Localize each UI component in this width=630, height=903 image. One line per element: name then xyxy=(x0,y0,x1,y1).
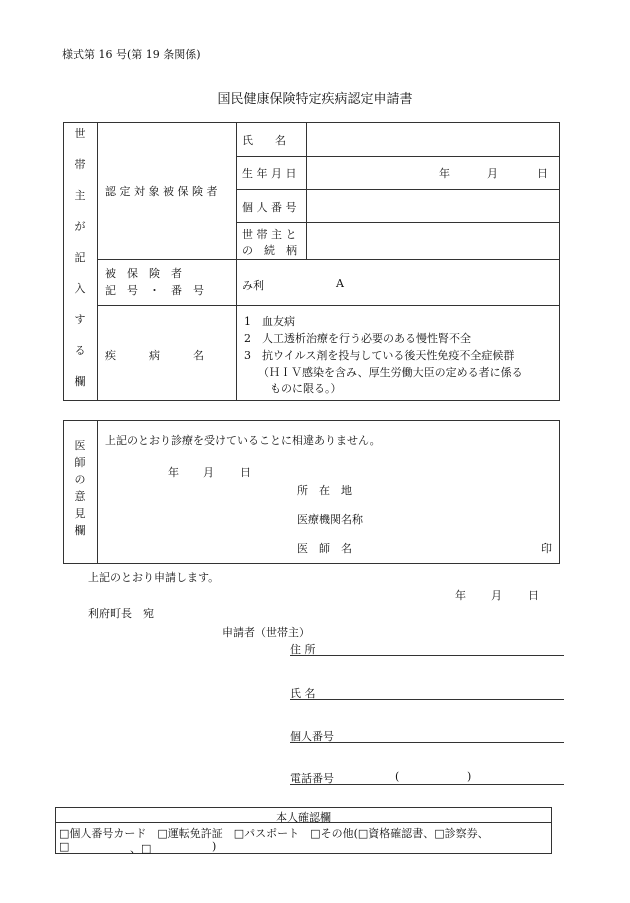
institution-label: 医療機関名称 xyxy=(297,513,363,526)
doctor-section-label: 医 師 の 意 見 欄 xyxy=(74,439,86,537)
application-date-day: 日 xyxy=(528,589,539,602)
birth-label: 生 年 月 日 xyxy=(242,167,297,180)
disease-item-3[interactable]: 3 抗ウイルス剤を投与している後天性免疫不全症候群 xyxy=(244,349,515,362)
subject-label: 認 定 対 象 被 保 険 者 xyxy=(105,185,218,198)
applicant-phone-field[interactable] xyxy=(290,784,564,785)
relation-field[interactable] xyxy=(308,223,559,258)
disease-item-1[interactable]: 1 血友病 xyxy=(244,315,295,328)
doctor-statement: 上記のとおり診療を受けていることに相違ありません。 xyxy=(105,434,381,447)
application-date-year: 年 xyxy=(455,589,466,602)
page-title: 国民健康保険特定疾病認定申請書 xyxy=(217,92,413,107)
identity-other-checkbox-2[interactable]: 、□ xyxy=(130,842,152,855)
applicant-mynumber-field[interactable] xyxy=(290,742,564,743)
applicant-label: 申請者（世帯主） xyxy=(222,626,310,639)
relation-label-1: 世 帯 主 と xyxy=(242,228,297,241)
identity-check-title: 本人確認欄 xyxy=(276,811,331,824)
applicant-mynumber-label: 個人番号 xyxy=(290,730,334,743)
identity-other-close: ) xyxy=(212,840,217,853)
application-statement: 上記のとおり申請します。 xyxy=(88,571,220,584)
birth-month: 月 xyxy=(487,167,498,180)
addressee: 利府町長 宛 xyxy=(88,607,154,620)
application-date-month: 月 xyxy=(491,589,502,602)
phone-paren-close: ) xyxy=(467,770,472,783)
applicant-phone-label: 電話番号 xyxy=(290,772,334,785)
applicant-address-label: 住 所 xyxy=(290,643,316,656)
seal-mark: 印 xyxy=(541,542,552,555)
doctor-date-year: 年 xyxy=(168,466,179,479)
doctor-address-label: 所 在 地 xyxy=(297,484,352,497)
relation-label-2: の 続 柄 xyxy=(242,244,297,257)
birth-day: 日 xyxy=(537,167,548,180)
insured-value-code: A xyxy=(336,277,344,290)
birth-field[interactable] xyxy=(308,157,559,188)
doctor-name-label: 医 師 名 xyxy=(297,542,352,555)
insured-label-2: 記 号 ・ 番 号 xyxy=(105,284,204,297)
disease-item-2[interactable]: 2 人工透析治療を行う必要のある慢性腎不全 xyxy=(244,332,471,345)
applicant-name-label: 氏 名 xyxy=(290,687,316,700)
name-field[interactable] xyxy=(308,123,559,155)
name-label: 氏 名 xyxy=(242,134,286,147)
applicant-name-field[interactable] xyxy=(290,699,564,700)
birth-year: 年 xyxy=(439,167,450,180)
form-number: 様式第 16 号(第 19 条関係) xyxy=(62,48,201,61)
householder-section-label: 世 帯 主 が 記 入 す る 欄 xyxy=(74,127,86,388)
doctor-date-month: 月 xyxy=(203,466,214,479)
disease-item-3-note-1: （ＨＩＶ感染を含み、厚生労働大臣の定める者に係る xyxy=(258,366,523,379)
insured-value-prefix: み利 xyxy=(242,279,264,292)
mynumber-label: 個 人 番 号 xyxy=(242,201,297,214)
phone-paren-open: ( xyxy=(395,770,400,783)
doctor-date-day: 日 xyxy=(240,466,251,479)
identity-other-checkbox-1[interactable]: □ xyxy=(59,840,70,853)
mynumber-field[interactable] xyxy=(308,190,559,221)
disease-label: 疾 病 名 xyxy=(105,349,204,362)
applicant-address-field[interactable] xyxy=(290,655,564,656)
insured-label-1: 被 保 険 者 xyxy=(105,267,182,280)
disease-item-3-note-2: ものに限る。） xyxy=(270,382,342,395)
identity-options-line-1[interactable]: □個人番号カード □運転免許証 □パスポート □その他(□資格確認書、□診察券、 xyxy=(59,827,489,840)
